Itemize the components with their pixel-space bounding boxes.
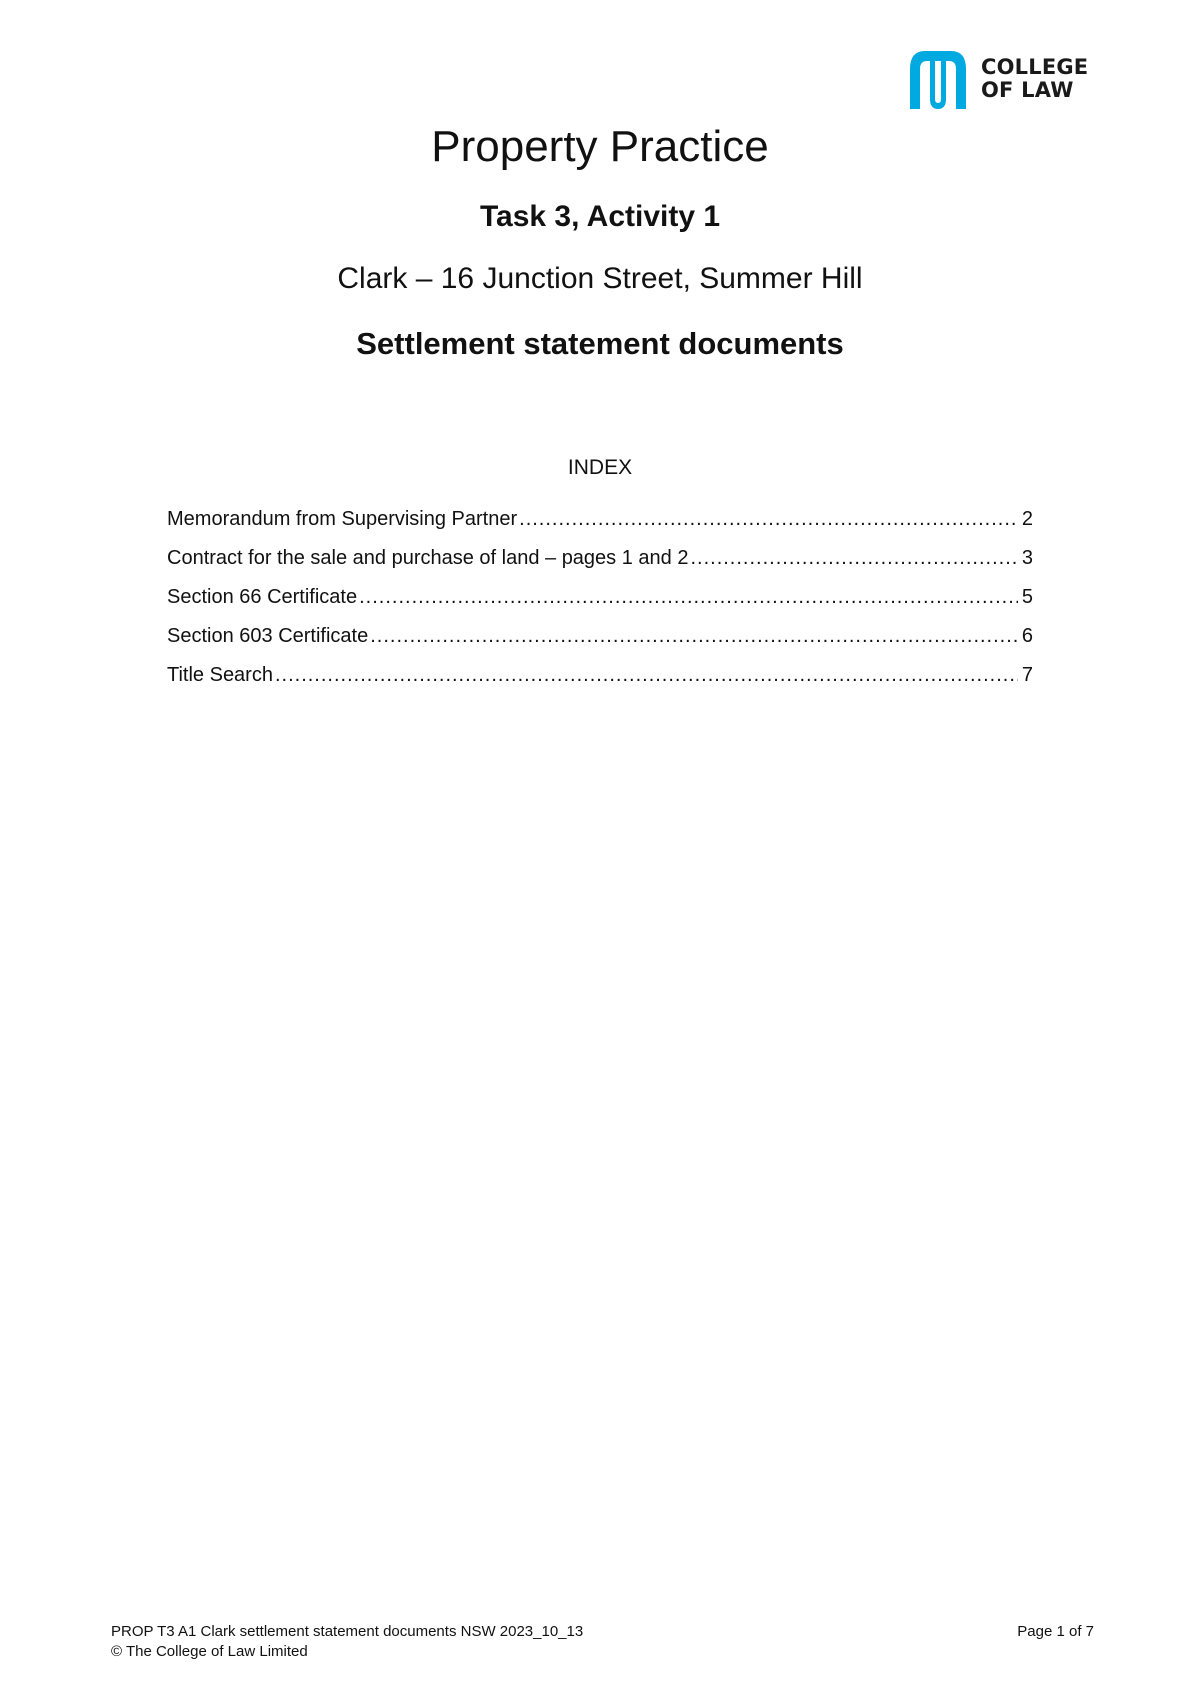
footer-doc-ref: PROP T3 A1 Clark settlement statement documents NSW 2023_10_13 <box>111 1623 584 1640</box>
index-entry[interactable] <box>167 586 1033 625</box>
index-entry[interactable] <box>167 508 1033 547</box>
index-heading: INDEX <box>567 456 633 479</box>
index-entry[interactable] <box>167 664 1033 703</box>
logo-line-2: OF LAW <box>981 78 1074 102</box>
college-logo-mark-icon <box>905 45 971 113</box>
index-entry-label: Title Search <box>167 664 273 686</box>
dot-leader <box>359 586 1018 609</box>
logo-line-1: COLLEGE <box>981 55 1089 79</box>
index-entry-page: 3 <box>1021 547 1033 569</box>
index-entry-page: 6 <box>1021 625 1033 647</box>
index-list <box>167 508 1033 703</box>
dot-leader <box>519 508 1018 531</box>
index-entry[interactable] <box>167 625 1033 664</box>
index-entry-label: Section 66 Certificate <box>167 586 358 608</box>
index-entry-page: 7 <box>1021 664 1033 686</box>
logo-wordmark <box>981 56 1088 102</box>
index-entry-label: Contract for the sale and purchase of land – pages 1 and 2 <box>167 547 689 569</box>
footer-row <box>111 1622 1094 1642</box>
index-entry-label: Memorandum from Supervising Partner <box>167 508 518 530</box>
footer-copyright: © The College of Law Limited <box>111 1643 308 1660</box>
dot-leader <box>275 664 1018 687</box>
task-heading: Task 3, Activity 1 <box>479 200 721 233</box>
page-footer <box>111 1622 1094 1662</box>
dot-leader <box>690 547 1017 570</box>
index-entry-page: 2 <box>1021 508 1033 530</box>
dot-leader <box>370 625 1018 648</box>
document-title: Property Practice <box>431 122 769 171</box>
documents-heading: Settlement statement documents <box>356 326 844 361</box>
index-entry[interactable] <box>167 547 1033 586</box>
index-entry-page: 5 <box>1021 586 1033 608</box>
matter-heading: Clark – 16 Junction Street, Summer Hill <box>337 262 863 295</box>
footer-page-number: Page 1 of 7 <box>1017 1623 1094 1640</box>
index-entry-label: Section 603 Certificate <box>167 625 369 647</box>
college-of-law-logo <box>905 44 1105 114</box>
